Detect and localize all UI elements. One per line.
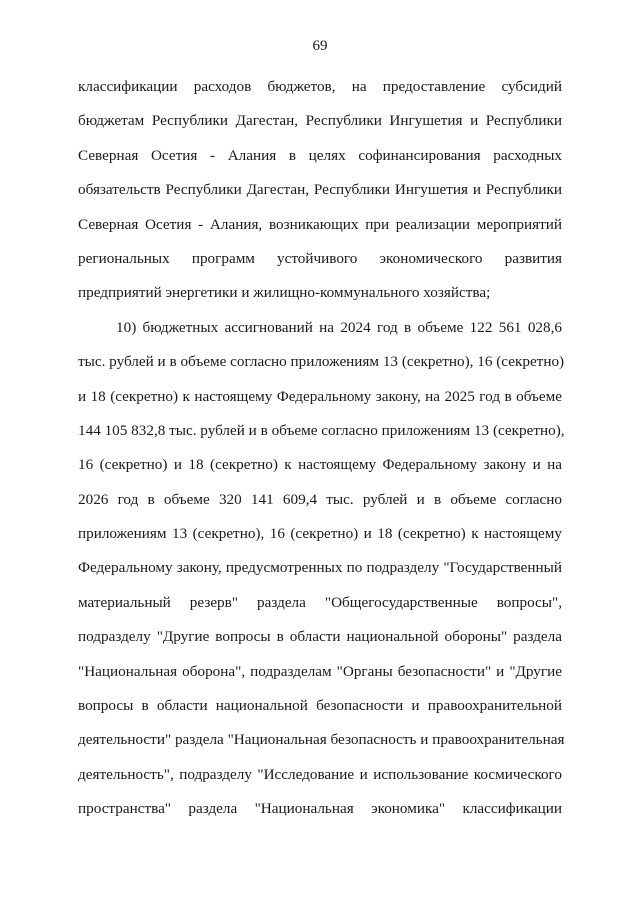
text-line: Федеральному закону, предусмотренных по подразделу "Государственный [78,559,562,577]
text-line: материальный резерв" раздела "Общегосударственные вопросы", [78,593,562,611]
text-line: деятельность", подразделу "Исследование и использование космического [78,765,562,783]
text-line: приложениям 13 (секретно), 16 (секретно) и 18 (секретно) к настоящему [78,525,562,543]
text-line: предприятий энергетики и жилищно-коммунального хозяйства; [78,284,491,302]
text-line: 2026 год в объеме 320 141 609,4 тыс. рублей и в объеме согласно [78,490,562,508]
text-line: Северная Осетия - Алания, возникающих при реализации мероприятий [78,215,562,233]
paragraph-start-line: 10) бюджетных ассигнований на 2024 год в объеме 122 561 028,6 [116,318,562,336]
text-line: бюджетам Республики Дагестан, Республики Ингушетия и Республики [78,112,562,130]
text-line: 16 (секретно) и 18 (секретно) к настоящему Федеральному закону и на [78,456,562,474]
text-line: вопросы в области национальной безопасности и правоохранительной [78,697,562,715]
text-line: региональных программ устойчивого экономического развития [78,249,562,267]
text-line: тыс. рублей и в объеме согласно приложениям 13 (секретно), 16 (секретно) [78,353,565,371]
text-line: и 18 (секретно) к настоящему Федеральному закону, на 2025 год в объеме [78,387,562,405]
text-line: Северная Осетия - Алания в целях софинансирования расходных [78,146,562,164]
text-line: 144 105 832,8 тыс. рублей и в объеме согласно приложениям 13 (секретно), [78,421,565,439]
text-line: деятельности" раздела "Национальная безопасность и правоохранительная [78,731,565,749]
text-line: подразделу "Другие вопросы в области национальной обороны" раздела [78,628,562,646]
text-line: пространства" раздела "Национальная экономика" классификации [78,800,562,818]
body-text [78,76,565,833]
text-line: обязательств Республики Дагестан, Республики Ингушетия и Республики [78,181,562,199]
text-line: классификации расходов бюджетов, на предоставление субсидий [78,78,562,95]
text-line: "Национальная оборона", подразделам "Органы безопасности" и "Другие [78,662,562,680]
page-number: 69 [312,38,328,54]
